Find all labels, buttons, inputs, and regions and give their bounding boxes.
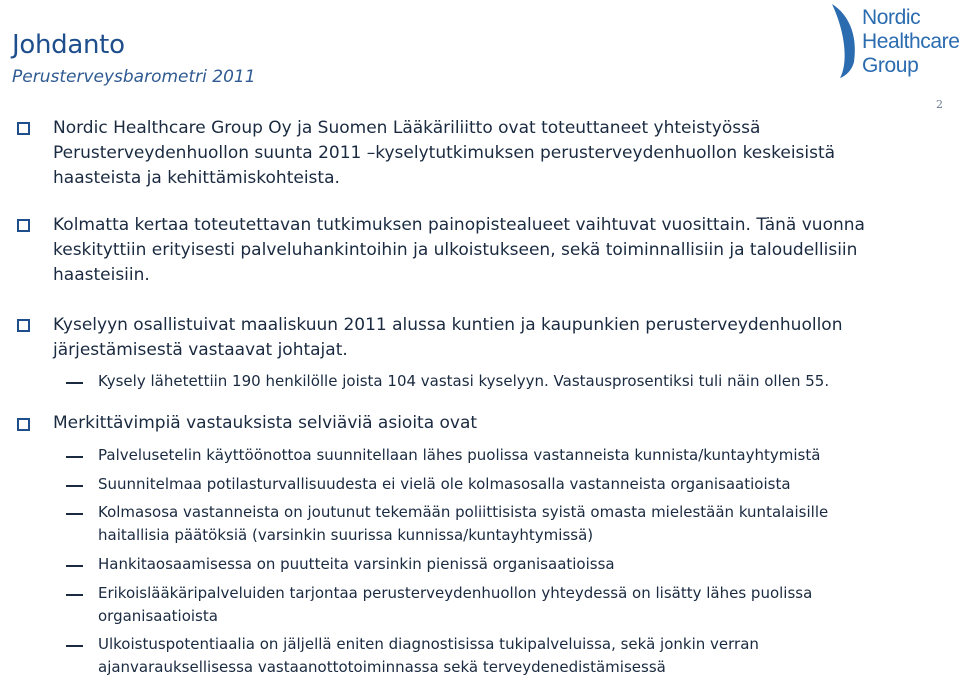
bullet-text: Kolmatta kertaa toteutettavan tutkimuksen painopistealueet vaihtuvat vuosittain. Tänä vuonna keskityttiin erityisesti palveluhankintoihin ja ulkoistukseen, sekä toiminnallisiin ja taloudellisiin haasteisiin. (53, 215, 865, 285)
sub-bullet-text: Erikoislääkäripalveluiden tarjontaa perusterveydenhuollon yhteydessä on lisätty lähes puolissa organisaatioista (98, 584, 813, 625)
dash-bullet-icon (66, 456, 83, 458)
dash-bullet-icon (66, 565, 83, 567)
sub-bullet-text: Kolmasosa vastanneista on joutunut tekemään poliittisista syistä omasta mielestään kuntalaisille haitallisia päätöksiä (varsinkin suurissa kunnissa/kuntayhtymissä) (98, 503, 829, 544)
logo-text-line2: Healthcare (862, 30, 960, 53)
bullet-text: Nordic Healthcare Group Oy ja Suomen Lääkäriliitto ovat toteuttaneet yhteistyössä Perusterveydenhuollon suunta 2011 –kyselytutkimuksen perusterveydenhuollon keskeisistä haasteista ja kehittämiskohteista. (53, 118, 836, 188)
bullet-text: Merkittävimpiä vastauksista selviäviä asioita ovat (53, 413, 478, 433)
dash-bullet-icon (66, 485, 83, 487)
dash-bullet-icon (66, 513, 83, 515)
sub-bullet-text: Hankitaosaamisessa on puutteita varsinkin pienissä organisaatioissa (98, 555, 615, 573)
page-title: Johdanto (12, 30, 125, 60)
logo-text-line3: Group (862, 54, 919, 77)
sub-bullet-text: Kysely lähetettiin 190 henkilölle joista 104 vastasi kyselyyn. Vastausprosentiksi tuli näin ollen 55. (98, 372, 830, 390)
checkbox-bullet-icon (17, 418, 30, 431)
sub-bullet-text: Suunnitelmaa potilasturvallisuudesta ei vielä ole kolmasosalla vastanneista organisaatioista (98, 475, 791, 493)
page-number: 2 (936, 98, 943, 111)
dash-bullet-icon (66, 645, 83, 647)
dash-bullet-icon (66, 594, 83, 596)
dash-bullet-icon (66, 382, 83, 384)
page-subtitle: Perusterveysbarometri 2011 (12, 67, 256, 87)
bullet-text: Kyselyyn osallistuivat maaliskuun 2011 alussa kuntien ja kaupunkien perusterveydenhuollon järjestämisestä vastaavat johtajat. (53, 315, 843, 360)
sub-bullet-text: Palvelusetelin käyttöönottoa suunnitellaan lähes puolissa vastanneista kunnista/kuntayhtymistä (98, 446, 821, 464)
logo-text-line1: Nordic (862, 6, 921, 29)
sub-bullet-text: Ulkoistuspotentiaalia on jäljellä eniten diagnostisissa tukipalveluissa, sekä jonkin verran ajanvarauksellisessa vastaanottotoiminnassa sekä terveydenedistämisessä (98, 635, 759, 676)
checkbox-bullet-icon (17, 319, 30, 332)
checkbox-bullet-icon (17, 219, 30, 232)
checkbox-bullet-icon (17, 122, 30, 135)
